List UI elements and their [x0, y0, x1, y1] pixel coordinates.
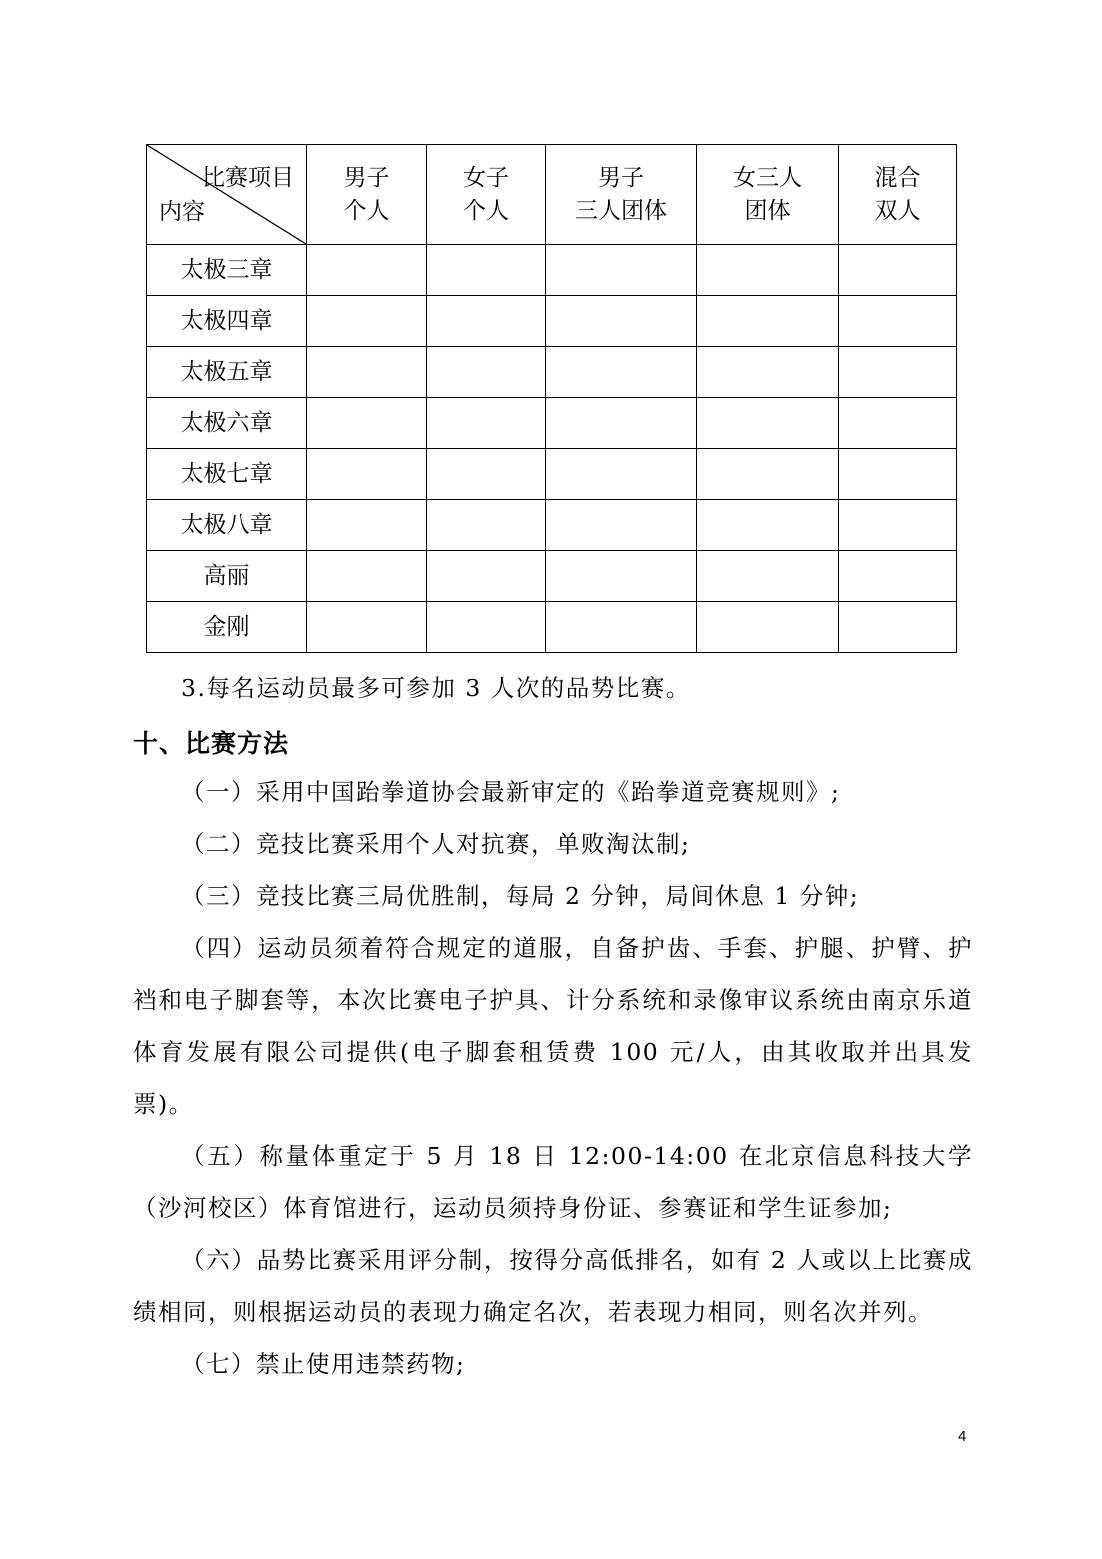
row-label: 太极五章 — [147, 347, 307, 398]
table-cell — [546, 398, 697, 449]
rule-item-5: （五）称量体重定于 5 月 18 日 12:00-14:00 在北京信息科技大学（沙河校区）体育馆进行，运动员须持身份证、参赛证和学生证参加; — [133, 1142, 973, 1222]
corner-label-events: 比赛项目 — [202, 165, 294, 191]
rule-item-2: （二）竞技比赛采用个人对抗赛，单败淘汰制; — [181, 830, 691, 858]
table-cell — [546, 245, 697, 296]
table-row — [147, 398, 957, 449]
diagonal-divider — [147, 145, 306, 244]
note-max-entries: 3.每名运动员最多可参加 3 人次的品势比赛。 — [181, 674, 691, 702]
table-cell — [546, 500, 697, 551]
table-cell — [427, 347, 546, 398]
table-cell — [697, 449, 839, 500]
table-row — [147, 602, 957, 653]
table-row — [147, 347, 957, 398]
table-cell — [697, 551, 839, 602]
column-header: 男子 个人 — [307, 145, 427, 245]
table-cell — [427, 551, 546, 602]
table-cell — [546, 449, 697, 500]
row-label: 太极四章 — [147, 296, 307, 347]
rule-item-7: （七）禁止使用违禁药物; — [181, 1350, 466, 1378]
table-cell — [427, 296, 546, 347]
table-cell — [307, 347, 427, 398]
column-header: 男子 三人团体 — [546, 145, 697, 245]
table-cell — [839, 551, 957, 602]
table-cell — [697, 347, 839, 398]
table-cell — [546, 602, 697, 653]
table-cell — [307, 551, 427, 602]
page-number: 4 — [958, 1428, 967, 1445]
column-header: 女三人 团体 — [697, 145, 839, 245]
table-header-row — [147, 145, 957, 245]
table-cell — [546, 347, 697, 398]
table-cell — [697, 602, 839, 653]
table-cell — [546, 551, 697, 602]
table-cell — [307, 245, 427, 296]
table-cell — [839, 449, 957, 500]
table-cell — [697, 398, 839, 449]
row-label: 金刚 — [147, 602, 307, 653]
table-cell — [697, 500, 839, 551]
column-header: 混合 双人 — [839, 145, 957, 245]
table-cell — [697, 245, 839, 296]
event-registration-table — [146, 144, 957, 653]
table-cell — [697, 296, 839, 347]
table-cell — [307, 602, 427, 653]
row-label: 太极六章 — [147, 398, 307, 449]
rule-item-4: （四）运动员须着符合规定的道服，自备护齿、手套、护腿、护臂、护裆和电子脚套等，本次比赛电子护具、计分系统和录像审议系统由南京乐道体育发展有限公司提供(电子脚套租赁费 100 元/人，由其收取并出具发票)。 — [133, 934, 973, 1118]
table-row — [147, 245, 957, 296]
row-label: 太极七章 — [147, 449, 307, 500]
table-cell — [427, 449, 546, 500]
table-cell — [839, 347, 957, 398]
row-label: 太极八章 — [147, 500, 307, 551]
table-cell — [839, 398, 957, 449]
table-row — [147, 449, 957, 500]
table-cell — [839, 602, 957, 653]
table-row — [147, 500, 957, 551]
table-cell — [307, 296, 427, 347]
table-cell — [307, 398, 427, 449]
rule-item-1: （一）采用中国跆拳道协会最新审定的《跆拳道竞赛规则》; — [181, 778, 841, 806]
table-cell — [427, 398, 546, 449]
table-cell — [546, 296, 697, 347]
table-cell — [839, 296, 957, 347]
table-cell — [427, 245, 546, 296]
table-row — [147, 296, 957, 347]
table-corner-cell — [147, 145, 307, 245]
section-heading: 十、比赛方法 — [133, 729, 290, 758]
rule-item-3: （三）竞技比赛三局优胜制，每局 2 分钟，局间休息 1 分钟; — [181, 882, 860, 910]
table-cell — [427, 602, 546, 653]
table-cell — [839, 245, 957, 296]
row-label: 高丽 — [147, 551, 307, 602]
corner-label-content: 内容 — [159, 199, 205, 225]
row-label: 太极三章 — [147, 245, 307, 296]
table-cell — [307, 500, 427, 551]
table-cell — [839, 500, 957, 551]
table-row — [147, 551, 957, 602]
column-header: 女子 个人 — [427, 145, 546, 245]
rule-item-6: （六）品势比赛采用评分制，按得分高低排名，如有 2 人或以上比赛成绩相同，则根据运动员的表现力确定名次，若表现力相同，则名次并列。 — [133, 1246, 973, 1326]
table-cell — [307, 449, 427, 500]
table-cell — [427, 500, 546, 551]
